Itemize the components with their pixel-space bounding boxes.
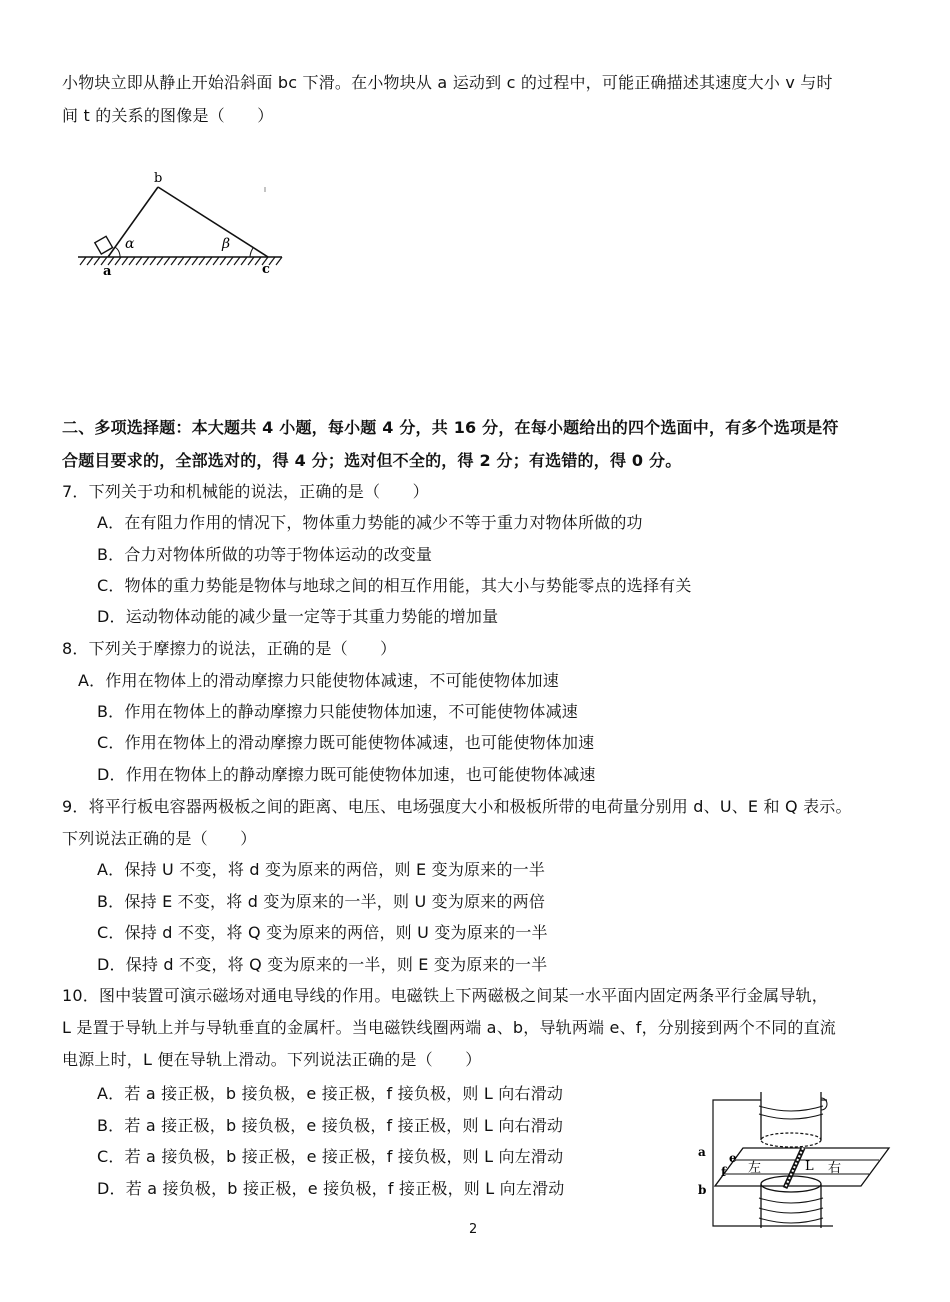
section2-heading-line-2: 合题目要求的，全部选对的，得 4 分；选对但不全的，得 2 分；有选错的，得 0 分。 [62,451,682,470]
label-left: 左 [748,1161,762,1176]
label-L: L [805,1159,814,1174]
q8-option-a: A．作用在物体上的滑动摩擦力只能使物体减速，不可能使物体加速 [78,671,559,690]
q10-option-b: B．若 a 接正极，b 接负极，e 接负极，f 接正极，则 L 向右滑动 [97,1116,564,1135]
q9-option-d: D．保持 d 不变，将 Q 变为原来的一半，则 E 变为原来的一半 [97,955,548,974]
q10-option-c: C．若 a 接负极，b 接正极，e 接正极，f 接负极，则 L 向左滑动 [97,1147,564,1166]
label-e: e [729,1151,737,1165]
q9-stem-line-2: 下列说法正确的是（ ） [62,829,257,848]
q9-option-b: B．保持 E 不变，将 d 变为原来的一半，则 U 变为原来的两倍 [97,892,546,911]
q9-stem-line-1: 9．将平行板电容器两极板之间的距离、电压、电场强度大小和极板所带的电荷量分别用 d、U、E 和 Q 表示。 [62,797,852,816]
q8-option-d: D．作用在物体上的静动摩擦力既可能使物体加速，也可能使物体减速 [97,765,596,784]
label-c: c [262,262,270,277]
label-a2: a [698,1145,706,1159]
q8-stem: 8．下列关于摩擦力的说法，正确的是（ ） [62,639,397,658]
q9-option-a: A．保持 U 不变，将 d 变为原来的两倍，则 E 变为原来的一半 [97,860,546,879]
label-right: 右 [828,1161,842,1176]
q7-option-b: B．合力对物体所做的功等于物体运动的改变量 [97,545,433,564]
q7-option-a: A．在有阻力作用的情况下，物体重力势能的减少不等于重力对物体所做的功 [97,513,643,532]
electromagnet-figure [693,1088,893,1230]
q10-stem-line-3: 电源上时，L 便在导轨上滑动。下列说法正确的是（ ） [62,1050,482,1069]
q10-option-a: A．若 a 接正极，b 接负极，e 接正极，f 接负极，则 L 向右滑动 [97,1084,564,1103]
label-b2: b [698,1183,707,1197]
intro-line-1: 小物块立即从静止开始沿斜面 bc 下滑。在小物块从 a 运动到 c 的过程中，可能正确描述其速度大小 v 与时 [62,73,833,92]
q7-option-c: C．物体的重力势能是物体与地球之间的相互作用能，其大小与势能零点的选择有关 [97,576,692,595]
q10-stem-line-1: 10．图中装置可演示磁场对通电导线的作用。电磁铁上下两磁极之间某一水平面内固定两条平行金属导轨， [62,986,828,1005]
intro-line-2: 间 t 的关系的图像是（ ） [62,106,274,125]
q8-option-c: C．作用在物体上的滑动摩擦力既可能使物体减速，也可能使物体加速 [97,733,595,752]
q8-option-b: B．作用在物体上的静动摩擦力只能使物体加速，不可能使物体减速 [97,702,578,721]
label-a: a [103,264,112,279]
label-beta: β [222,236,231,252]
incline-figure [72,165,292,280]
label-b: b [154,171,163,186]
section2-heading-line-1: 二、多项选择题：本大题共 4 小题，每小题 4 分，共 16 分，在每小题给出的四个选面中，有多个选项是符 [62,418,839,437]
page-number: 2 [469,1222,478,1237]
label-alpha: α [125,236,135,252]
q10-option-d: D．若 a 接负极，b 接正极，e 接负极，f 接正极，则 L 向左滑动 [97,1179,565,1198]
q7-option-d: D．运动物体动能的减少量一定等于其重力势能的增加量 [97,607,499,626]
q7-stem: 7．下列关于功和机械能的说法，正确的是（ ） [62,482,429,501]
q10-stem-line-2: L 是置于导轨上并与导轨垂直的金属杆。当电磁铁线圈两端 a、b，导轨两端 e、f，分别接到两个不同的直流 [62,1018,837,1037]
label-f: f [721,1165,727,1179]
q9-option-c: C．保持 d 不变，将 Q 变为原来的两倍，则 U 变为原来的一半 [97,923,548,942]
